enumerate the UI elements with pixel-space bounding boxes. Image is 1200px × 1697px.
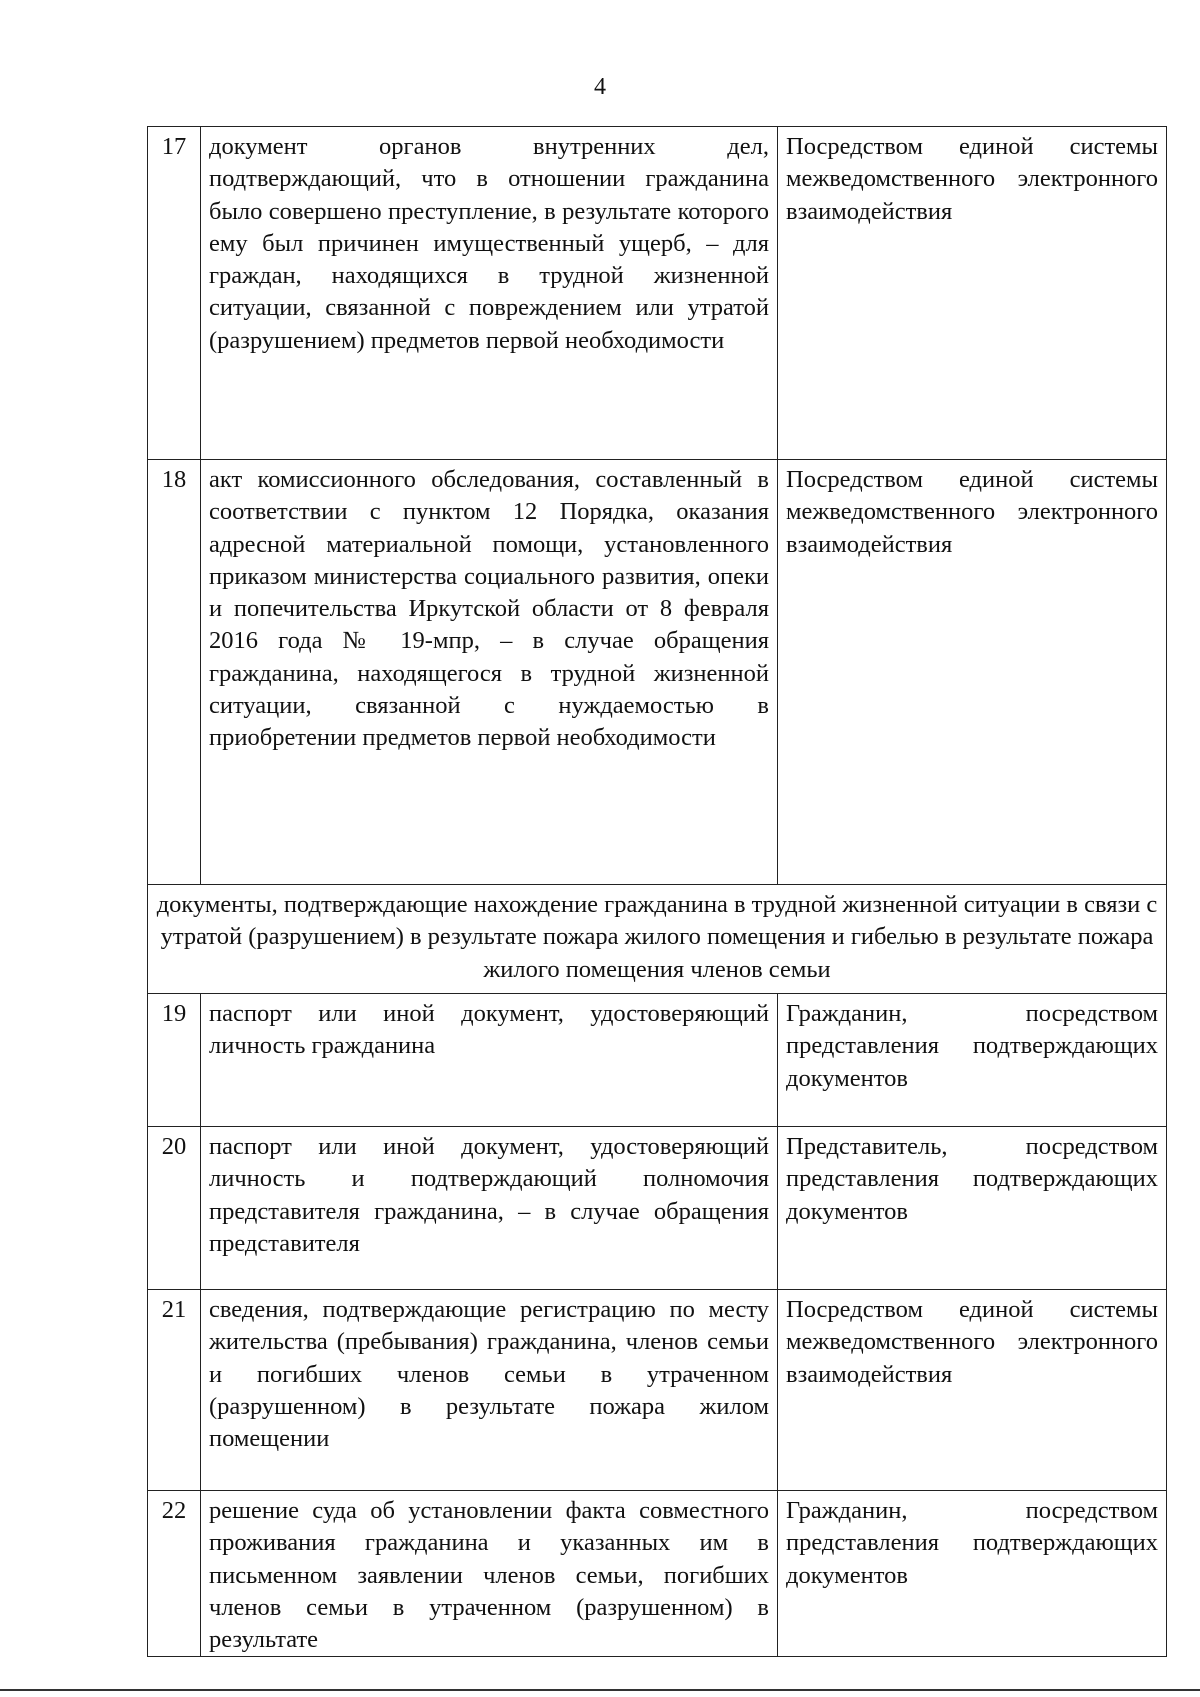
submission-method: Гражданин, посредством представления подтверждающих документов xyxy=(778,1491,1167,1657)
document-name: паспорт или иной документ, удостоверяющий личность и подтверждающий полномочия представителя гражданина, – в случае обращения представителя xyxy=(201,1127,778,1290)
table-row xyxy=(148,1491,1167,1657)
row-number: 20 xyxy=(148,1127,201,1290)
document-name: документ органов внутренних дел, подтверждающий, что в отношении гражданина было совершено преступление, в результате которого ему был причинен имущественный ущерб, – для граждан, находящихся в трудной жизненной ситуации, связанной с повреждением или утратой (разрушением) предметов первой необходимости xyxy=(201,127,778,460)
section-heading-row xyxy=(148,885,1167,994)
page-number: 4 xyxy=(594,74,606,100)
section-heading: документы, подтверждающие нахождение гражданина в трудной жизненной ситуации в связи с утратой (разрушением) в результате пожара жилого помещения и гибелью в результате пожара жилого помещения членов семьи xyxy=(148,885,1167,994)
document-name: паспорт или иной документ, удостоверяющий личность гражданина xyxy=(201,994,778,1127)
row-number: 22 xyxy=(148,1491,201,1657)
table-row xyxy=(148,1290,1167,1491)
table-row xyxy=(148,994,1167,1127)
table-row xyxy=(148,127,1167,460)
row-number: 21 xyxy=(148,1290,201,1491)
document-name: сведения, подтверждающие регистрацию по месту жительства (пребывания) гражданина, членов семьи и погибших членов семьи в утраченном (разрушенном) в результате пожара жилом помещении xyxy=(201,1290,778,1491)
page-bottom-rule xyxy=(0,1689,1200,1691)
submission-method: Посредством единой системы межведомственного электронного взаимодействия xyxy=(778,127,1167,460)
submission-method: Представитель, посредством представления подтверждающих документов xyxy=(778,1127,1167,1290)
table-row xyxy=(148,1127,1167,1290)
documents-table xyxy=(147,126,1167,1657)
row-number: 18 xyxy=(148,460,201,885)
table-row xyxy=(148,460,1167,885)
submission-method: Гражданин, посредством представления подтверждающих документов xyxy=(778,994,1167,1127)
submission-method: Посредством единой системы межведомственного электронного взаимодействия xyxy=(778,1290,1167,1491)
submission-method: Посредством единой системы межведомственного электронного взаимодействия xyxy=(778,460,1167,885)
document-name: акт комиссионного обследования, составленный в соответствии с пунктом 12 Порядка, оказания адресной материальной помощи, установленного приказом министерства социального развития, опеки и попечительства Иркутской области от 8 февраля 2016 года № 19-мпр, – в случае обращения гражданина, находящегося в трудной жизненной ситуации, связанной с нуждаемостью в приобретении предметов первой необходимости xyxy=(201,460,778,885)
row-number: 17 xyxy=(148,127,201,460)
row-number: 19 xyxy=(148,994,201,1127)
document-name: решение суда об установлении факта совместного проживания гражданина и указанных им в письменном заявлении членов семьи, погибших членов семьи в утраченном (разрушенном) в результате xyxy=(201,1491,778,1657)
